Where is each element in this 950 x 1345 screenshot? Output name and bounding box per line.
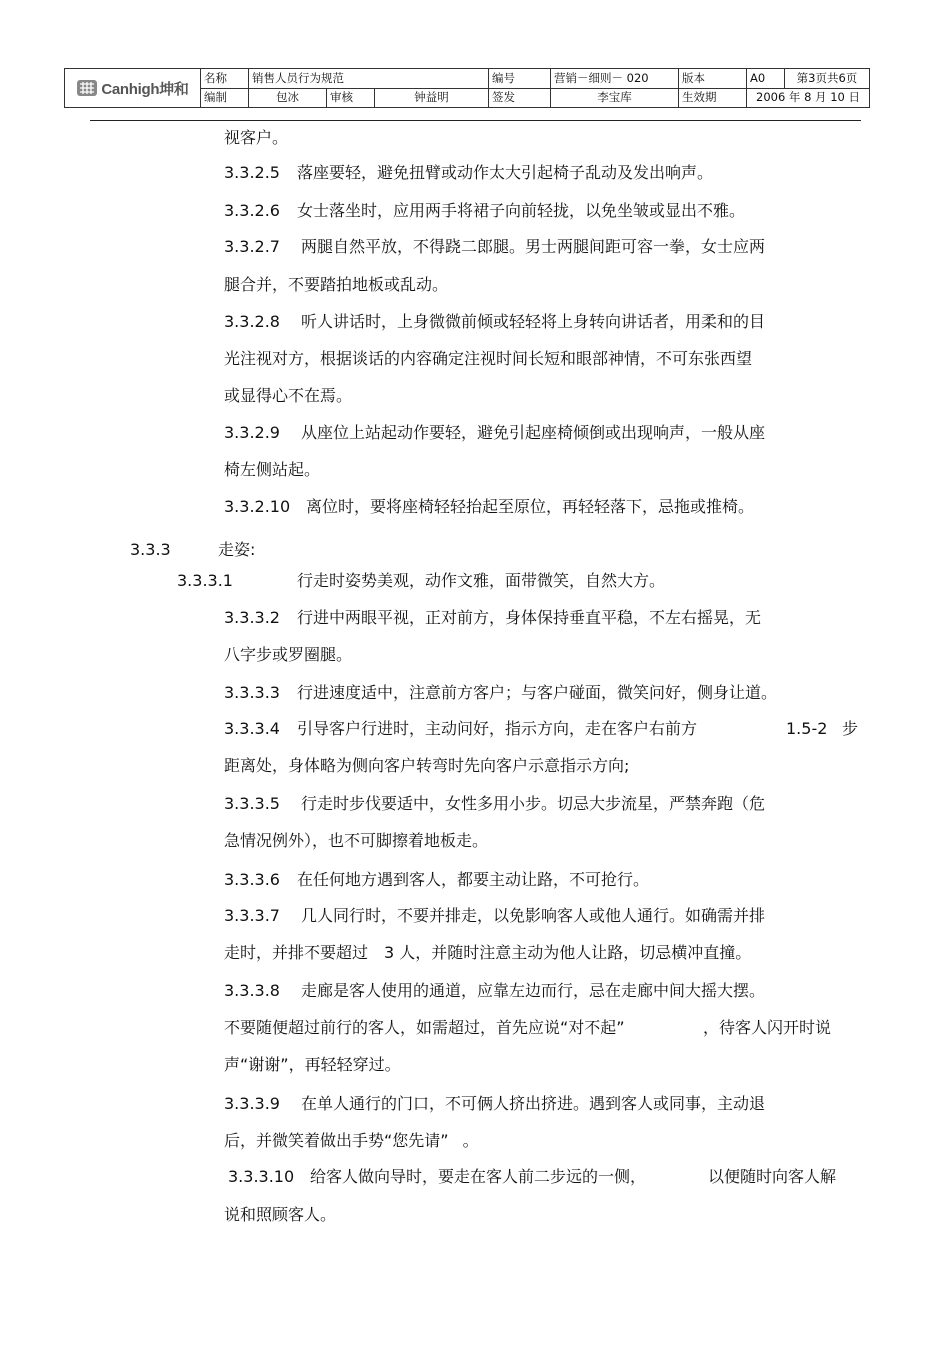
clause-3-3-3-10 — [228, 1167, 646, 1187]
clause-3-3-3-2 — [224, 608, 761, 628]
clause-text: 走廊是客人使用的通道，应靠左边而行，忌在走廊中间大摇大摆。 — [301, 981, 766, 1000]
name-label: 名称 — [201, 69, 249, 88]
document-header-table — [64, 68, 870, 108]
clause-number: 3.3.2.6 — [224, 201, 280, 220]
clause-number: 3.3.3.8 — [224, 981, 280, 1000]
clause-3-3-3-3 — [224, 683, 777, 703]
text-line: 距离处，身体略为侧向客户转弯时先向客户示意指示方向; — [224, 756, 630, 775]
text-line: 以便随时向客人解 — [708, 1167, 837, 1186]
clause-3-3-2-10 — [224, 497, 754, 517]
text-line: 八字步或罗圈腿。 — [224, 645, 353, 664]
clause-3-3-3-5 — [224, 794, 765, 814]
clause-3-3-2-9 — [224, 423, 765, 443]
step-distance: 1.5-2 — [786, 719, 828, 738]
clause-text: 离位时，要将座椅轻轻抬起至原位，再轻轻落下，忌拖或推椅。 — [306, 497, 755, 516]
text-line: 椅左侧站起。 — [224, 460, 321, 479]
reviewer-label: 审核 — [327, 88, 375, 107]
section-number: 3.3.3 — [130, 540, 171, 559]
section-3-3-3-heading — [130, 540, 255, 560]
header-row-2 — [201, 88, 869, 107]
clause-text: 两腿自然平放，不得跷二郎腿。男士两腿间距可容一拳，女士应两 — [301, 237, 766, 256]
clause-number: 3.3.2.10 — [224, 497, 291, 516]
text-line: 腿合并，不要踏拍地板或乱动。 — [224, 275, 449, 294]
name-value: 销售人员行为规范 — [249, 69, 489, 88]
editor-value: 包冰 — [249, 88, 327, 107]
logo-text: Canhigh坤和 — [101, 80, 189, 98]
text-line: 不要随便超过前行的客人，如需超过，首先应说“对不起” — [224, 1018, 625, 1037]
effective-label: 生效期 — [679, 88, 747, 107]
logo-mark-icon — [76, 79, 98, 97]
editor-label: 编制 — [201, 88, 249, 107]
clause-3-3-3-8 — [224, 981, 765, 1001]
header-row-1 — [201, 69, 869, 89]
text-line: 视客户。 — [224, 128, 289, 147]
company-logo — [65, 69, 201, 107]
clause-number: 3.3.3.3 — [224, 683, 280, 702]
clause-text: 行进中两眼平视，正对前方，身体保持垂直平稳，不左右摇晃，无 — [297, 608, 762, 627]
clause-text: 从座位上站起动作要轻，避免引起座椅倾倒或出现响声，一般从座 — [301, 423, 766, 442]
header-rule — [90, 120, 861, 121]
text-fragment: 走时，并排不要超过 — [224, 943, 369, 962]
clause-text: 在单人通行的门口，不可俩人挤出挤进。遇到客人或同事，主动退 — [301, 1094, 766, 1113]
text-line: 光注视对方，根据谈话的内容确定注视时间长短和眼部神情，不可东张西望 — [224, 349, 753, 368]
clause-3-3-2-6 — [224, 201, 745, 221]
clause-3-3-3-6 — [224, 870, 649, 890]
clause-3-3-3-9 — [224, 1094, 765, 1114]
clause-text: 听人讲话时，上身微微前倾或轻轻将上身转向讲话者，用柔和的目 — [301, 312, 766, 331]
text-line — [224, 1131, 479, 1151]
code-value: 营销－细则－ 020 — [551, 69, 679, 88]
issuer-label: 签发 — [489, 88, 551, 107]
clause-number: 3.3.2.5 — [224, 163, 280, 182]
text-line: 声“谢谢”，再轻轻穿过。 — [224, 1055, 401, 1074]
clause-number: 3.3.3.2 — [224, 608, 280, 627]
clause-number: 3.3.3.10 — [228, 1167, 295, 1186]
clause-text: 几人同行时，不要并排走，以免影响客人或他人通行。如确需并排 — [301, 906, 766, 925]
text-line: ，待客人闪开时说 — [703, 1018, 832, 1037]
clause-number: 3.3.3.5 — [224, 794, 280, 813]
version-value: A0 — [747, 69, 785, 88]
text-fragment: 3 人，并随时注意主动为他人让路，切忌横冲直撞。 — [384, 943, 752, 962]
clause-text: 在任何地方遇到客人，都要主动让路，不可抢行。 — [297, 870, 650, 889]
code-label: 编号 — [489, 69, 551, 88]
clause-3-3-3-7 — [224, 906, 765, 926]
version-label: 版本 — [679, 69, 747, 88]
clause-text: 行进速度适中，注意前方客户；与客户碰面，微笑问好，侧身让道。 — [297, 683, 778, 702]
clause-number: 3.3.2.8 — [224, 312, 280, 331]
clause-number: 3.3.2.7 — [224, 237, 280, 256]
clause-text: 女士落坐时，应用两手将裙子向前轻拢，以免坐皱或显出不雅。 — [297, 201, 746, 220]
clause-number: 3.3.3.7 — [224, 906, 280, 925]
clause-number: 3.3.3.6 — [224, 870, 280, 889]
text-fragment: 后，并微笑着做出手势“您先请” — [224, 1131, 449, 1150]
section-title: 走姿: — [218, 540, 256, 559]
page-number: 第3页共6页 — [796, 71, 858, 85]
effective-date: 2006 年 8 月 10 日 — [756, 90, 860, 104]
clause-3-3-3-1 — [177, 571, 665, 591]
clause-3-3-2-5 — [224, 163, 713, 183]
clause-3-3-3-4 — [224, 719, 697, 739]
text-line: 急情况例外），也不可脚擦着地板走。 — [224, 831, 489, 850]
clause-3-3-2-8 — [224, 312, 765, 332]
text-fragment: 。 — [462, 1131, 479, 1150]
step-unit: 步 — [842, 719, 859, 738]
clause-text: 引导客户行进时，主动问好，指示方向，走在客户右前方 — [297, 719, 698, 738]
clause-number: 3.3.3.9 — [224, 1094, 280, 1113]
clause-number: 3.3.3.4 — [224, 719, 280, 738]
text-line: 或显得心不在焉。 — [224, 386, 353, 405]
text-line — [224, 943, 751, 963]
clause-text: 给客人做向导时，要走在客人前二步远的一侧， — [310, 1167, 647, 1186]
issuer-value: 李宝库 — [551, 88, 679, 107]
clause-text: 行走时姿势美观，动作文雅，面带微笑，自然大方。 — [297, 571, 666, 590]
clause-number: 3.3.3.1 — [177, 571, 233, 590]
clause-text: 行走时步伐要适中，女性多用小步。切忌大步流星，严禁奔跑（危 — [301, 794, 766, 813]
clause-3-3-2-7 — [224, 237, 765, 257]
clause-text: 落座要轻，避免扭臂或动作太大引起椅子乱动及发出响声。 — [297, 163, 714, 182]
reviewer-value: 钟益明 — [375, 88, 489, 107]
clause-number: 3.3.2.9 — [224, 423, 280, 442]
text-line: 说和照顾客人。 — [224, 1205, 337, 1224]
